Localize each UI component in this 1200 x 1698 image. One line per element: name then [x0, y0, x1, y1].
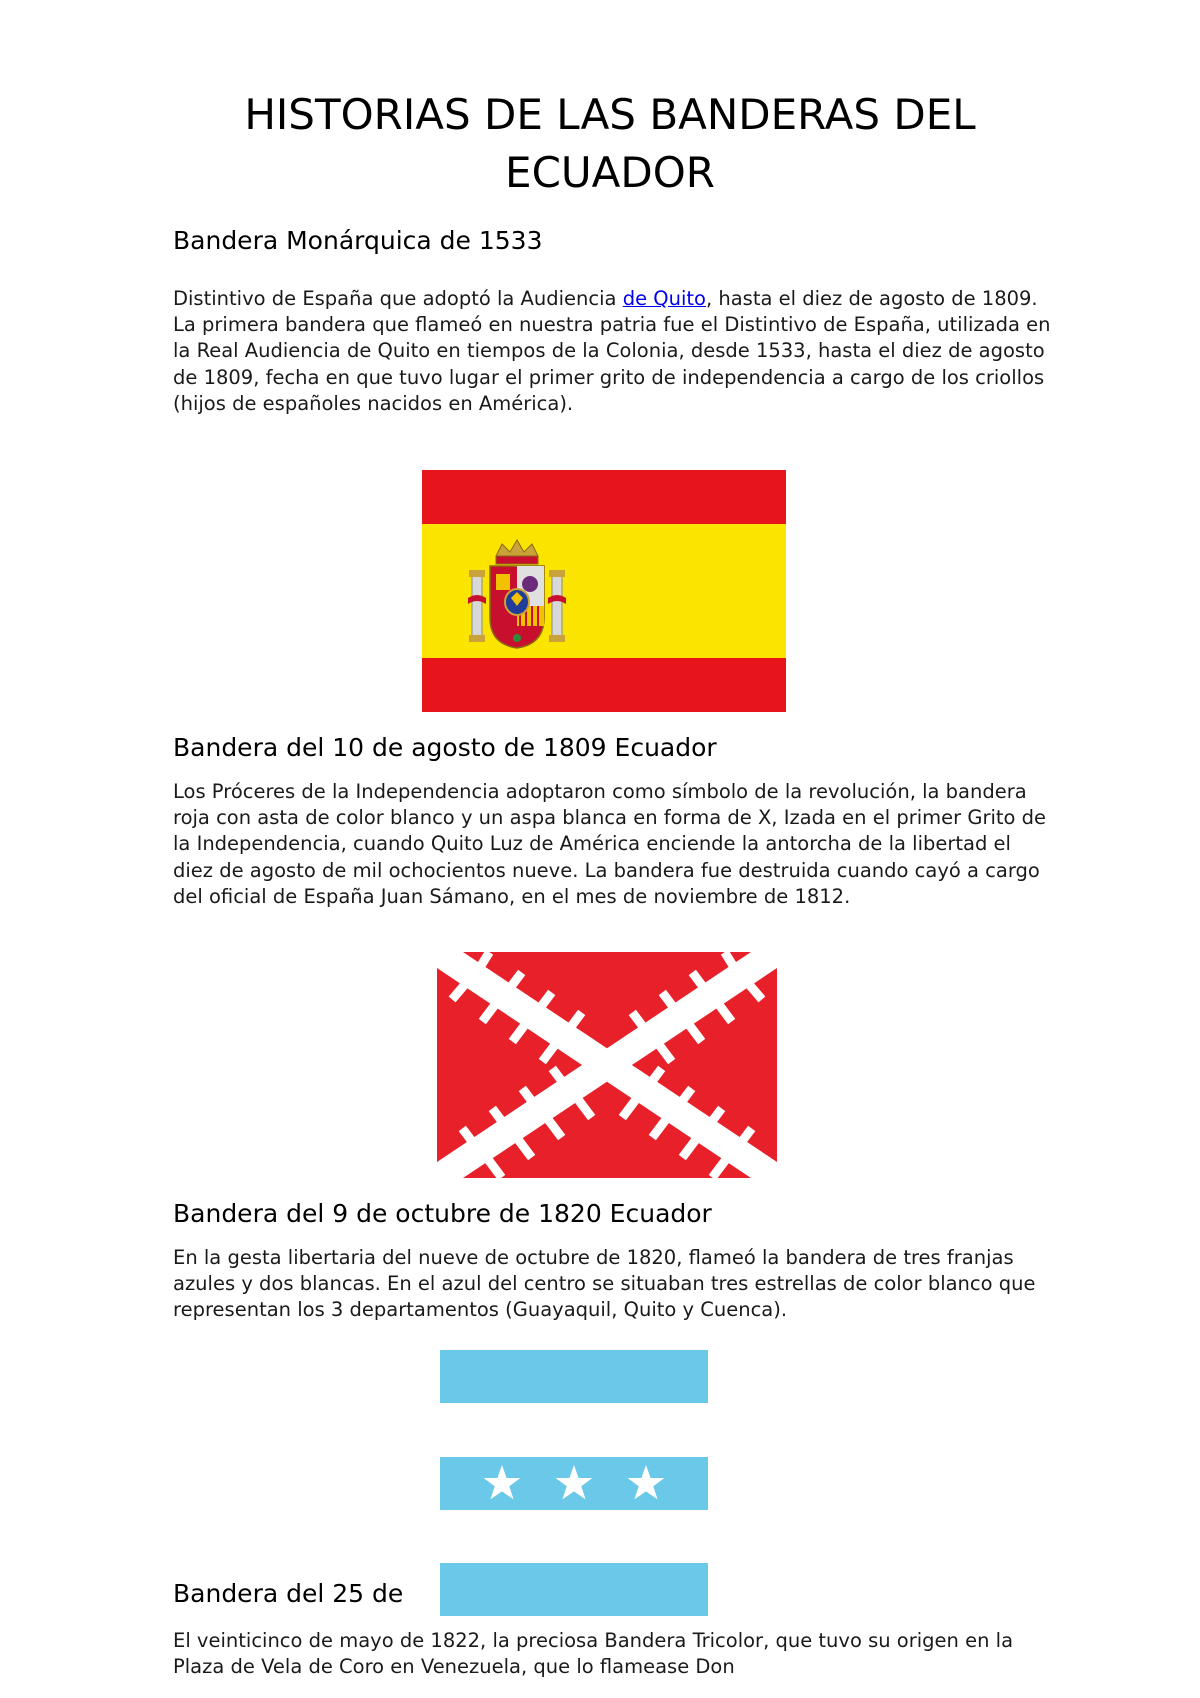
text-after-link: , hasta el diez de agosto de 1809. La primera bandera que flameó en nuestra patria fue el Distintivo de España, utilizada en la Real Audiencia de Quito en tiempos de la Colonia, desde 1533, hasta el diez de agosto de 1809, fecha en que tuvo lugar el primer grito de independencia a cargo de los criollos (hijos de españoles nacidos en América). [173, 287, 1051, 415]
quito-link[interactable]: de Quito [622, 287, 706, 310]
section-heading-1822: Bandera del 25 de [173, 1579, 404, 1608]
section-text-1533 [173, 286, 1053, 417]
section-heading-1533: Bandera Monárquica de 1533 [173, 226, 543, 255]
section-text-1809: Los Próceres de la Independencia adoptaron como símbolo de la revolución, la bandera roja con asta de color blanco y un aspa blanca en forma de X, Izada en el primer Grito de la Independencia, cuando Quito Luz de América enciende la antorcha de la libertad el diez de agosto de mil ochocientos nueve. La bandera fue destruida cuando cayó a cargo del oficial de España Juan Sámano, en el mes de noviembre de 1812. [173, 780, 1047, 908]
section-text-1822: El veinticinco de mayo de 1822, la preciosa Bandera Tricolor, que tuvo su origen en la Plaza de Vela de Coro en Venezuela, que lo flamease Don [173, 1629, 1014, 1679]
spain-flag-image [422, 470, 786, 712]
burgundy-cross-flag-image [437, 952, 777, 1178]
section-text-1820: En la gesta libertaria del nueve de octubre de 1820, flameó la bandera de tres franjas azules y dos blancas. En el azul del centro se situaban tres estrellas de color blanco que representan los 3 departamentos (Guayaquil, Quito y Cuenca). [173, 1246, 1036, 1322]
text-before-link: Distintivo de España que adoptó la Audiencia [173, 287, 623, 310]
document-title: HISTORIAS DE LAS BANDERAS DEL ECUADOR [244, 90, 976, 197]
guayaquil-flag-image [440, 1350, 708, 1616]
section-heading-1809: Bandera del 10 de agosto de 1809 Ecuador [173, 733, 717, 762]
section-heading-1820: Bandera del 9 de octubre de 1820 Ecuador [173, 1199, 712, 1228]
